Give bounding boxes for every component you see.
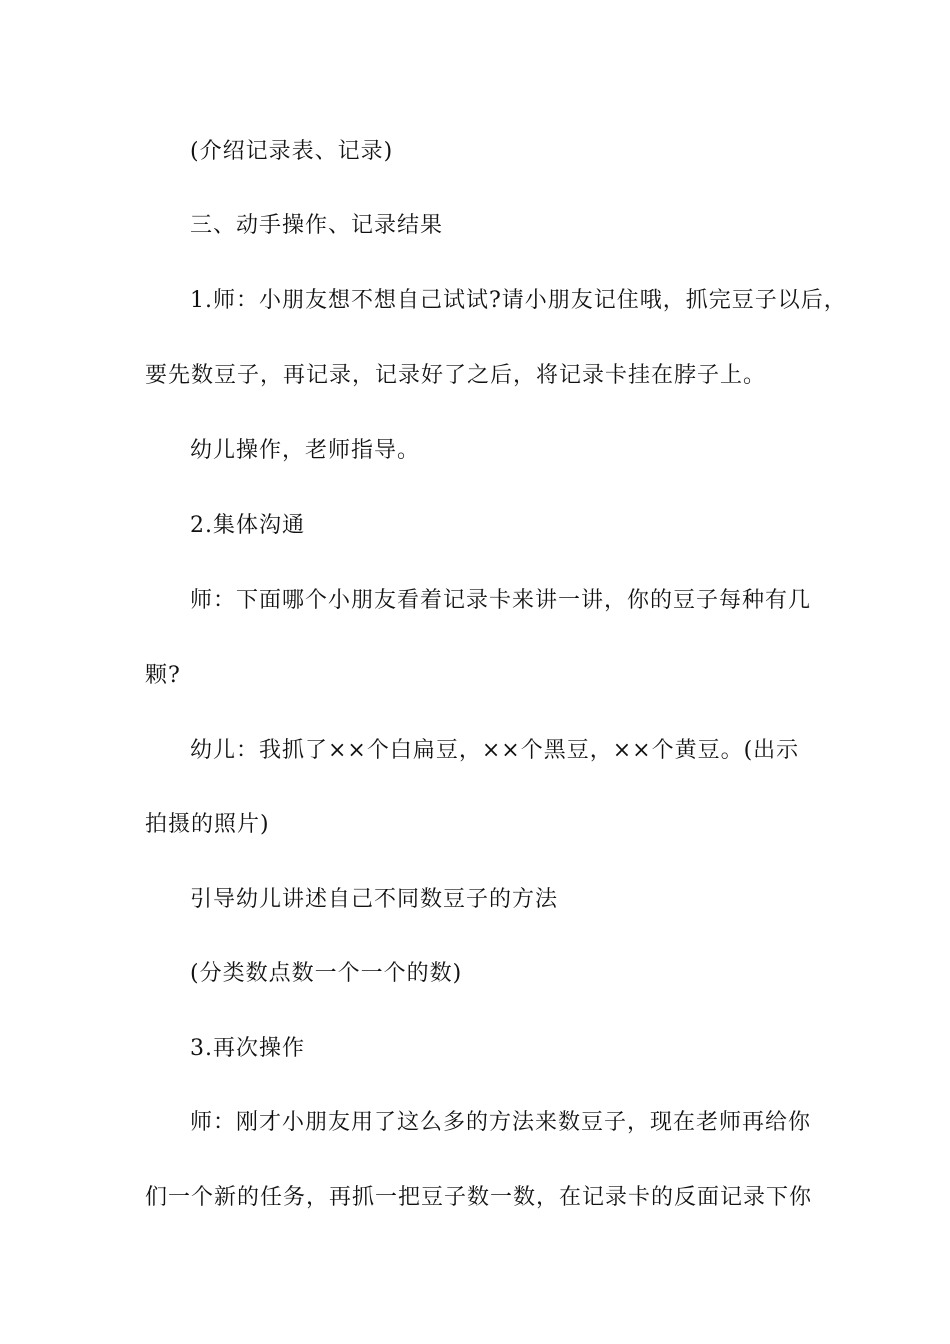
paragraph-line: (介绍记录表、记录) xyxy=(190,139,394,164)
paragraph-line: 们一个新的任务，再抓一把豆子数一数，在记录卡的反面记录下你 xyxy=(145,1185,813,1210)
paragraph-line: 幼儿操作，老师指导。 xyxy=(190,438,421,463)
section-heading: 三、动手操作、记录结果 xyxy=(190,213,444,238)
paragraph-line: 颗? xyxy=(145,663,181,688)
paragraph-line: 1.师：小朋友想不想自己试试?请小朋友记住哦，抓完豆子以后， xyxy=(190,288,847,313)
paragraph-line: 师：下面哪个小朋友看着记录卡来讲一讲，你的豆子每种有几 xyxy=(190,588,812,613)
paragraph-line: 幼儿：我抓了××个白扁豆，××个黑豆，××个黄豆。(出示 xyxy=(190,738,800,763)
paragraph-line: 引导幼儿讲述自己不同数豆子的方法 xyxy=(190,887,559,912)
paragraph-line: (分类数点数一个一个的数) xyxy=(190,961,463,986)
subsection-heading: 3.再次操作 xyxy=(190,1036,305,1061)
paragraph-line: 要先数豆子，再记录，记录好了之后，将记录卡挂在脖子上。 xyxy=(145,363,767,388)
paragraph-line: 师：刚才小朋友用了这么多的方法来数豆子，现在老师再给你 xyxy=(190,1110,812,1135)
subsection-heading: 2.集体沟通 xyxy=(190,513,305,538)
paragraph-line: 拍摄的照片) xyxy=(145,812,270,837)
